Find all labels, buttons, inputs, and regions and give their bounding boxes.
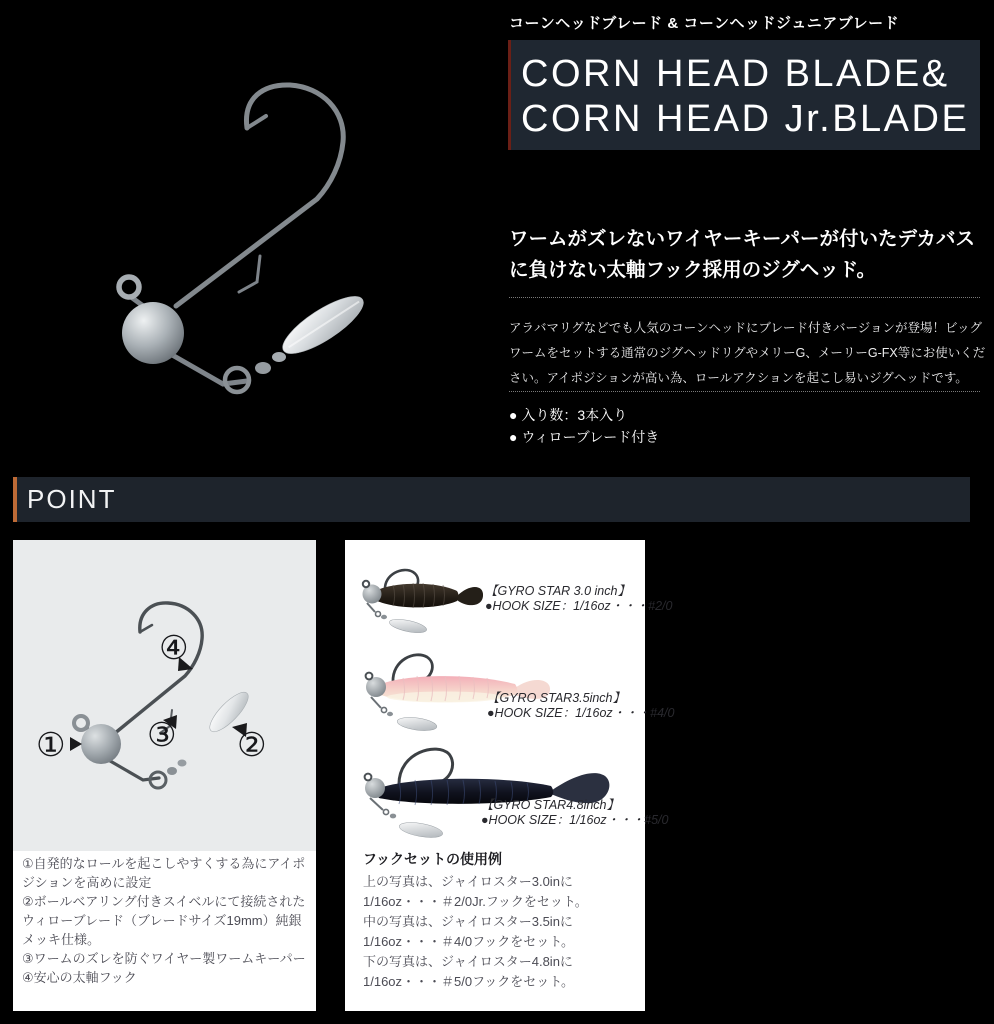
usage-line-5: 下の写真は、ジャイロスター4.8inに: [363, 954, 573, 969]
dotted-separator: [509, 391, 980, 392]
figure-caption-2: [487, 691, 674, 721]
point-section-header: [13, 477, 970, 522]
title-line-1: CORN HEAD BLADE&: [521, 53, 950, 95]
figure-hook-size: ●HOOK SIZE：1/16oz・・・#2/0: [485, 599, 673, 613]
title-line-2: CORN HEAD Jr.BLADE: [521, 98, 970, 140]
usage-line-4: 1/16oz・・・＃4/0フックをセット。: [363, 934, 575, 949]
point-note-1: ①自発的なロールを起こしやすくする為にアイポジションを高めに設定: [22, 856, 306, 890]
product-description: アラバマリグなどでも人気のコーンヘッドにブレード付きバージョンが登場！ビッグワームをセットする通常のジグヘッドリグやメリーG、メーリーG-FX等にお使いください。アイポジションが高い為、ロールアクションを起こし易いジグヘッドです。: [509, 321, 986, 385]
lure-photo-gyrostar-3.0: [353, 554, 503, 646]
figure-name: 【GYRO STAR4.8inch】: [481, 798, 620, 812]
spec-bullets: [509, 404, 659, 448]
title-banner: [508, 40, 980, 150]
figure-hook-size: ●HOOK SIZE：1/16oz・・・#4/0: [487, 706, 675, 720]
spec-bullet: ● 入り数：3本入り: [509, 407, 628, 423]
usage-line-6: 1/16oz・・・＃5/0フックをセット。: [363, 974, 575, 989]
point-section-label: POINT: [27, 484, 117, 514]
usage-line-2: 1/16oz・・・＃2/0Jr.フックをセット。: [363, 894, 588, 909]
usage-line-1: 上の写真は、ジャイロスター3.0inに: [363, 874, 573, 889]
point-detail-panel: [13, 540, 316, 1011]
point-note-3: ③ワームのズレを防ぐワイヤー製ワームキーパー: [22, 951, 306, 966]
figure-hook-size: ●HOOK SIZE：1/16oz・・・#5/0: [481, 813, 669, 827]
point-note-4: ④安心の太軸フック: [22, 970, 137, 985]
hook-set-usage: [363, 850, 635, 992]
point-notes: [13, 851, 316, 987]
figure-name: 【GYRO STAR 3.0 inch】: [485, 584, 630, 598]
point-note-2: ②ボールベアリング付きスイベルにて接続されたウィローブレード（ブレードサイズ19mm）純銀メッキ仕様。: [22, 894, 306, 947]
usage-heading: フックセットの使用例: [363, 851, 503, 867]
spec-bullet: ● ウィローブレード付き: [509, 429, 660, 445]
product-subtitle: ワームがズレないワイヤーキーパーが付いたデカバスに負けない太軸フック採用のジグヘッド。: [509, 228, 976, 281]
annotated-jighead-image: [13, 540, 316, 851]
annotation-number-3: ③: [147, 715, 177, 754]
dotted-separator: [509, 297, 980, 298]
hero-jighead-photo: [0, 0, 500, 470]
lure-photo-gyrostar-3.5: [355, 640, 570, 740]
product-kicker: コーンヘッドブレード & コーンヘッドジュニアブレード: [509, 15, 900, 32]
usage-line-3: 中の写真は、ジャイロスター3.5inに: [363, 914, 573, 929]
annotation-number-4: ④: [159, 628, 189, 667]
figure-caption-1: [485, 584, 672, 614]
annotation-number-2: ②: [237, 725, 267, 764]
annotation-number-1: ①: [36, 725, 66, 764]
hook-set-examples-panel: [345, 540, 675, 1011]
figure-name: 【GYRO STAR3.5inch】: [487, 691, 626, 705]
figure-caption-3: [481, 798, 668, 828]
annotated-jighead-photo: [13, 540, 316, 851]
lure-photo-gyrostar-4.8: [355, 736, 640, 848]
